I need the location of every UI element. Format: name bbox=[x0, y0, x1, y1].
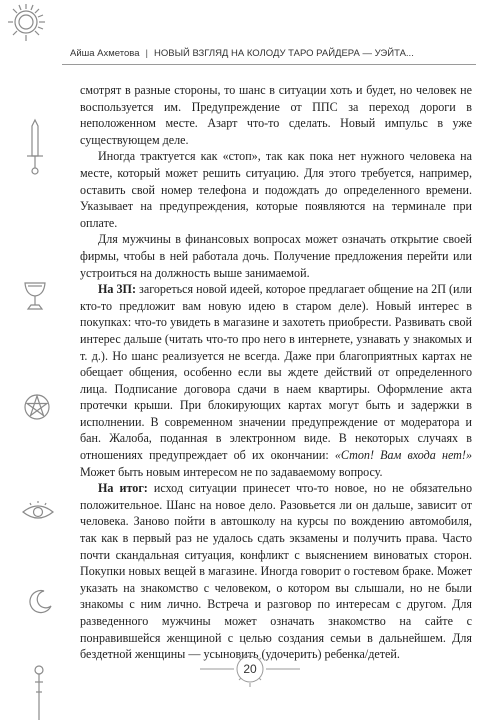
crescent-moon-icon bbox=[26, 588, 54, 616]
paragraph: Иногда трактуется как «стоп», так как пока нет нужного человека на месте, который может решить ситуацию. Для этого требуется, например, оставить свой номер телефона и подождать до определенного времени. Указывает на предупреждения, которые появляются на терминале при оплате. bbox=[80, 149, 472, 230]
pentacle-icon bbox=[22, 392, 52, 422]
eye-icon bbox=[20, 500, 56, 524]
header-separator: | bbox=[145, 47, 148, 59]
section-lead: На итог: bbox=[98, 481, 148, 496]
running-header bbox=[70, 44, 470, 62]
section-3p bbox=[80, 281, 472, 480]
sword-icon bbox=[24, 118, 46, 176]
section-itog bbox=[80, 480, 472, 663]
page-body bbox=[80, 82, 472, 662]
wand-icon bbox=[30, 664, 48, 720]
cup-icon bbox=[22, 280, 48, 312]
sun-icon bbox=[2, 0, 58, 56]
section-tail: Может быть новым интересом не по задаваемому вопросу. bbox=[80, 464, 383, 479]
section-text: загореться новой идеей, которое предлагает общение на 2П (или кто-то предложит вам новую идею в старом деле). Новый интерес в покупках: что-то увидеть в магазине и захотеть приобрести. Развивать свой интерес дальше (читать что-то про него в интернете, узнавать у знакомых и т. д.). Но шанс реализуется не всегда. Даже при благоприятных картах не обещает общения, особенно если вы ждете действий от определенного лица. Подписание договора сдачи в наем квартиры. Оформление акта протечки крыши. При блокирующих картах могут быть и задержки в исполнении. В современном значении предупреждение от модератора и бан. Жалоба, поданная в электронном виде. В некоторых случаях в отношениях предупреждает об их окончании: bbox=[80, 282, 472, 463]
header-rule bbox=[62, 64, 476, 65]
page-number: 20 bbox=[243, 662, 257, 676]
header-author: Айша Ахметова bbox=[70, 47, 140, 59]
header-title: НОВЫЙ ВЗГЛЯД НА КОЛОДУ ТАРО РАЙДЕРА — УЭЙТА... bbox=[154, 47, 414, 59]
paragraph: смотрят в разные стороны, то шанс в ситуации хоть и будет, но человек не воспользуется им. Предупреждение от ППС за переход дороги в неположенном месте. Азарт что-то сделать. Новый импульс в уже существующем деле. bbox=[80, 83, 472, 147]
section-lead: На 3П: bbox=[98, 282, 136, 297]
section-text: исход ситуации принесет что-то новое, но не обязательно положительное. Шанс на новое дело. Разовьется ли он дальше, зависит от человека. Заново пойти в автошколу на курсы по вождению автомобиля, так как в первый раз не удалось сдать экзамены и получить права. Часто почти скандальная ситуация, конфликт с выяснением виноватых сторон. Покупки новых вещей в магазине. Иногда говорит о гостевом браке. Может указать на знакомство с человеком, о котором вы слышали, но не были знакомы с ним лично. Встреча и разговор по интересам с другом. Для разведенного мужчины может означать знакомство на сайте с понравившейся женщиной с целью создания семьи в дальнейшем. Для бездетной женщины — усыновить (удочерить) ребенка/детей. bbox=[80, 481, 472, 662]
paragraph: Для мужчины в финансовых вопросах может означать открытие своей фирмы, чтобы в ней работала дочь. Получение предложения перейти или устроиться на должность выше занимаемой. bbox=[80, 232, 472, 280]
section-quote: «Стоп! Вам входа нет!» bbox=[334, 448, 472, 463]
